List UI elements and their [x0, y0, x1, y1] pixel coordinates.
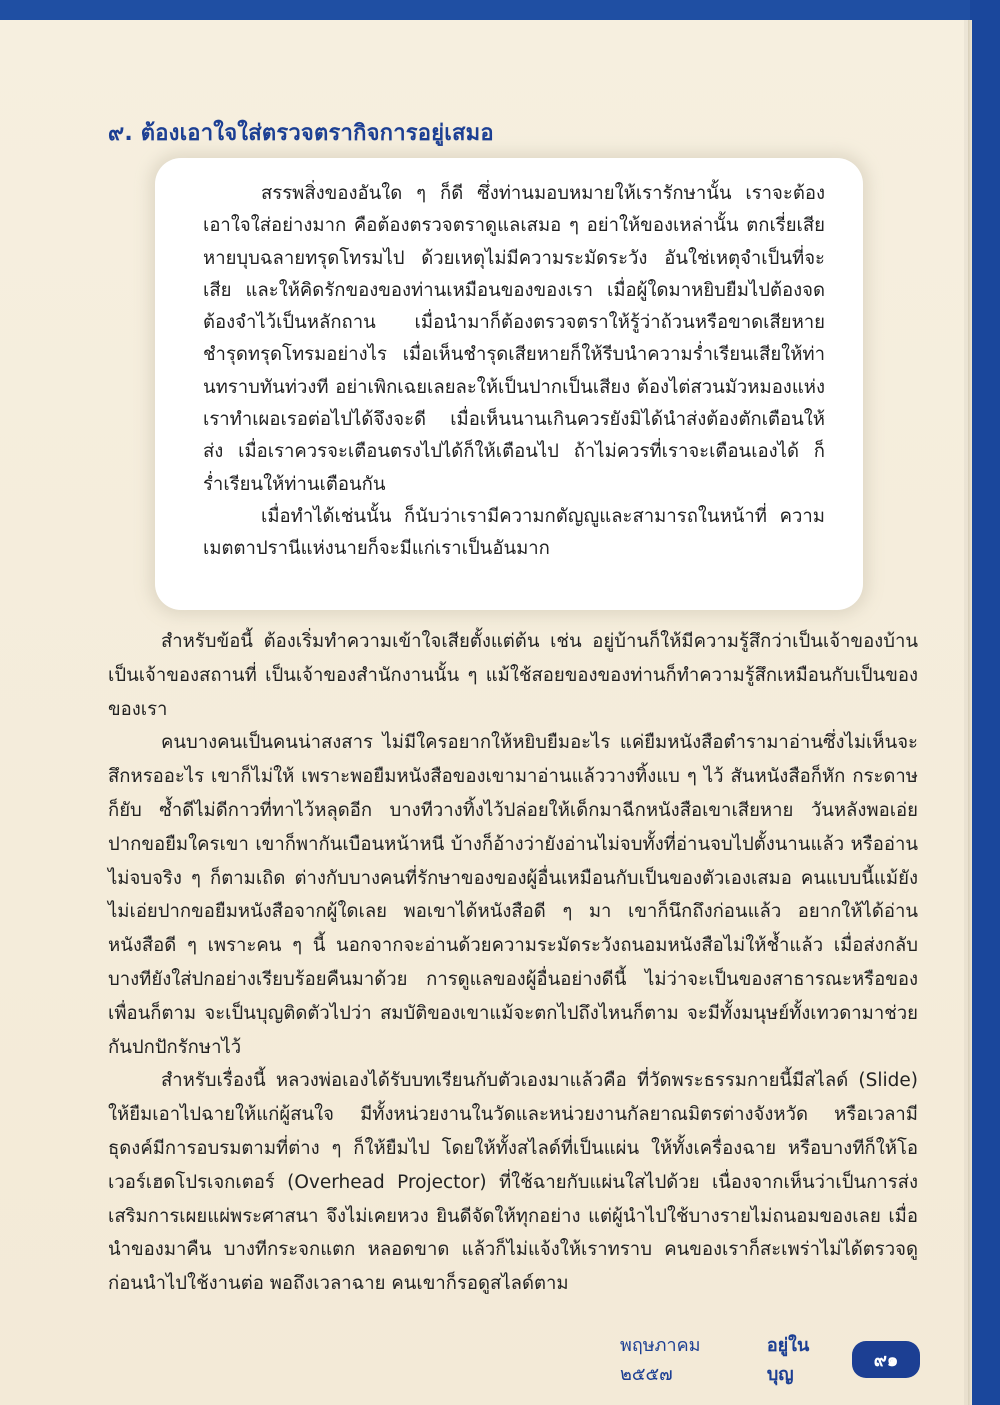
quote-paragraph: สรรพสิ่งของอันใด ๆ ก็ดี ซึ่งท่านมอบหมายให้เรารักษานั้น เราจะต้องเอาใจใส่อย่างมาก คือต้องตรวจตราดูแลเสมอ ๆ อย่าให้ของเหล่านั้น ตกเรี่ยเสียหายบุบฉลายทรุดโทรมไป ด้วยเหตุไม่มีความระมัดระวัง อันใช่เหตุจำเป็นที่จะเสีย และให้คิดรักของของท่านเหมือนของของเรา เมื่อผู้ใดมาหยิบยืมไปต้องจดต้องจำไว้เป็นหลักถาน เมื่อนำมาก็ต้องตรวจตราให้รู้ว่าถ้วนหรือขาดเสียหายชำรุดทรุดโทรมอย่างไร เมื่อเห็นชำรุดเสียหายก็ให้รีบนำความร่ำเรียนเสียให้ท่านทราบทันท่วงที อย่าเพิกเฉยเลยละให้เป็นปากเป็นเสียง ต้องไต่สวนมัวหมองแห่งเราทำเผอเรอต่อไปได้จึงจะดี เมื่อเห็นนานเกินควรยังมิได้นำส่งต้องตักเตือนให้ส่ง เมื่อเราควรจะเตือนตรงไปได้ก็ให้เตือนไป ถ้าไม่ควรที่เราจะเตือนเองได้ ก็ร่ำเรียนให้ท่านเตือนกัน [203, 183, 825, 495]
page-edge [968, 20, 972, 1405]
right-border-band [970, 0, 1000, 1405]
quote-text [203, 178, 825, 566]
body-paragraph: สำหรับเรื่องนี้ หลวงพ่อเองได้รับบทเรียนกับตัวเองมาแล้วคือ ที่วัดพระธรรมกายนี้มีสไลด์ (Slide) ให้ยืมเอาไปฉายให้แก่ผู้สนใจ มีทั้งหน่วยงานในวัดและหน่วยงานกัลยาณมิตรต่างจังหวัด หรือเวลามีธุดงค์มีการอบรมตามที่ต่าง ๆ ก็ให้ยืมไป โดยให้ทั้งสไลด์ที่เป็นแผ่น ให้ทั้งเครื่องฉาย หรือบางทีก็ให้โอเวอร์เฮดโปรเจกเตอร์ (Overhead Projector) ที่ใช้ฉายกับแผ่นใสไปด้วย เนื่องจากเห็นว่าเป็นการส่งเสริมการเผยแผ่พระศาสนา จึงไม่เคยหวง ยินดีจัดให้ทุกอย่าง แต่ผู้นำไปใช้บางรายไม่ถนอมของเลย เมื่อนำของมาคืน บางทีกระจกแตก หลอดขาด แล้วก็ไม่แจ้งให้เราทราบ คนของเราก็สะเพร่าไม่ได้ตรวจดูก่อนนำไปใช้งานต่อ พอถึงเวลาฉาย คนเขาก็รอดูสไลด์ตาม [108, 1070, 918, 1295]
top-border-band [0, 0, 1000, 20]
body-text [108, 625, 918, 1301]
quote-paragraph: เมื่อทำได้เช่นนั้น ก็นับว่าเรามีความกตัญญูและสามารถในหน้าที่ ความเมตตาปรานีแห่งนายก็จะมีแก่เราเป็นอันมาก [203, 505, 825, 560]
page-number-badge: ๙๑ [852, 1341, 920, 1378]
body-paragraph: คนบางคนเป็นคนน่าสงสาร ไม่มีใครอยากให้หยิบยืมอะไร แค่ยืมหนังสือตำรามาอ่านซึ่งไม่เห็นจะสึกหรออะไร เขาก็ไม่ให้ เพราะพอยืมหนังสือของเขามาอ่านแล้ววางทิ้งแบ ๆ ไว้ สันหนังสือก็หัก กระดาษก็ยับ ซ้ำดีไม่ดีกาวที่ทาไว้หลุดอีก บางทีวางทิ้งไว้ปล่อยให้เด็กมาฉีกหนังสือเขาเสียหาย วันหลังพอเอ่ยปากขอยืมใครเขา เขาก็พากันเบือนหน้าหนี บ้างก็อ้างว่ายังอ่านไม่จบทั้งที่อ่านจบไปตั้งนานแล้ว หรืออ่านไม่จบจริง ๆ ก็ตามเถิด ต่างกับบางคนที่รักษาของของผู้อื่นเหมือนกับเป็นของตัวเองเสมอ คนแบบนี้แม้ยังไม่เอ่ยปากขอยืมหนังสือจากผู้ใดเลย พอเขาได้หนังสือดี ๆ มา เขาก็นึกถึงก่อนแล้ว อยากให้ได้อ่านหนังสือดี ๆ เพราะคน ๆ นี้ นอกจากจะอ่านด้วยความระมัดระวังถนอมหนังสือไม่ให้ช้ำแล้ว เมื่อส่งกลับบางทียังใส่ปกอย่างเรียบร้อยคืนมาด้วย การดูแลของผู้อื่นอย่างดีนี้ ไม่ว่าจะเป็นของสาธารณะหรือของเพื่อนก็ตาม จะเป็นบุญติดตัวไปว่า สมบัติของเขาแม้จะตกไปถึงไหนก็ตาม จะมีทั้งมนุษย์ทั้งเทวดามาช่วยกันปกปักรักษาไว้ [108, 732, 918, 1058]
footer-magazine-title: อยู่ในบุญ [766, 1335, 810, 1385]
page-footer [620, 1335, 920, 1385]
body-paragraph: สำหรับข้อนี้ ต้องเริ่มทำความเข้าใจเสียตั้งแต่ต้น เช่น อยู่บ้านก็ให้มีความรู้สึกว่าเป็นเจ้าของบ้าน เป็นเจ้าของสถานที่ เป็นเจ้าของสำนักงานนั้น ๆ แม้ใช้สอยของของท่านก็ทำความรู้สึกเหมือนกับเป็นของของเรา [108, 631, 918, 720]
section-heading: ๙. ต้องเอาใจใส่ตรวจตรากิจการอยู่เสมอ [108, 121, 494, 146]
footer-date: พฤษภาคม ๒๕๕๗ [620, 1335, 701, 1385]
